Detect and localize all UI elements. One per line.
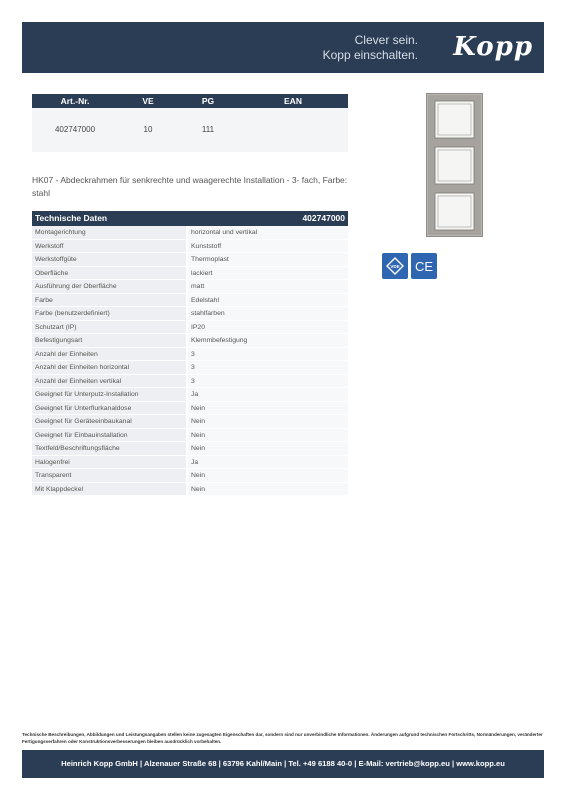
table-row (32, 402, 348, 416)
tech-data-value: 3 (188, 361, 348, 374)
tech-data-value: 3 (188, 375, 348, 388)
tech-data-key: Textfeld/Beschriftungsfläche (32, 442, 186, 455)
table-row (32, 240, 348, 254)
cell-ean (238, 108, 348, 152)
cell-ve: 10 (143, 125, 153, 134)
table-row (32, 108, 348, 152)
product-image (426, 93, 483, 237)
article-table-header (32, 94, 348, 108)
tech-data-value: Nein (188, 483, 348, 496)
table-row (32, 321, 348, 335)
tech-data-value: lackiert (188, 267, 348, 280)
tech-data-header (32, 211, 348, 226)
tech-data-key: Geeignet für Unterputz-Installation (32, 388, 186, 401)
table-row (32, 334, 348, 348)
col-header-ve: VE (142, 96, 154, 106)
ce-mark: CE (414, 259, 434, 274)
cell-pg: 111 (201, 125, 215, 134)
tech-data-value: matt (188, 280, 348, 293)
tech-data-value: Kunststoff (188, 240, 348, 253)
table-row (32, 226, 348, 240)
table-row (32, 442, 348, 456)
col-header-art-nr: Art.-Nr. (60, 96, 90, 106)
table-row (32, 456, 348, 470)
table-row (32, 253, 348, 267)
tech-data-value: stahlfarben (188, 307, 348, 320)
tech-data-value: Edelstahl (188, 294, 348, 307)
col-header-pg: PG (201, 96, 215, 106)
tech-data-key: Transparent (32, 469, 186, 482)
cell-art-nr: 402747000 (54, 125, 96, 134)
tech-data-title: Technische Daten (35, 213, 108, 223)
tech-data-key: Ausführung der Oberfläche (32, 280, 186, 293)
legal-footnote: Technische Beschreibungen, Abbildungen und Leistungsangaben stellen keine zugesagten Eigenschaften dar, sondern sind nur unverbindliche Informationen. Änderungen aufgrund technischen Fortschritts, Normänderungen, veränderter Fertigungsverfahren oder Konstruktionsverbesserungen bleiben ausdrücklich vorbehalten. (22, 732, 543, 744)
table-row (32, 348, 348, 362)
table-row (32, 280, 348, 294)
tech-data-key: Befestigungsart (32, 334, 186, 347)
tech-data-key: Anzahl der Einheiten horizontal (32, 361, 186, 374)
vde-mark: VDE (390, 264, 400, 269)
tech-data-value: 3 (188, 348, 348, 361)
kopp-logo: Kopp (453, 32, 533, 62)
tech-data-key: Werkstoffgüte (32, 253, 186, 266)
article-table (32, 94, 348, 152)
slogan-line-1: Clever sein. (354, 33, 418, 47)
tech-data-value: Nein (188, 415, 348, 428)
tech-data-key: Montagerichtung (32, 226, 186, 239)
tech-data-value: Thermoplast (188, 253, 348, 266)
tech-data-key: Geeignet für Geräteeinbaukanal (32, 415, 186, 428)
tech-data-key: Halogenfrei (32, 456, 186, 469)
product-description: HK07 - Abdeckrahmen für senkrechte und waagerechte Installation - 3- fach, Farbe: stahl (32, 175, 348, 198)
tech-data-value: Nein (188, 469, 348, 482)
table-row (32, 375, 348, 389)
tech-data-key: Farbe (32, 294, 186, 307)
tech-data-number: 402747000 (302, 213, 345, 223)
table-row (32, 388, 348, 402)
tech-data-key: Anzahl der Einheiten vertikal (32, 375, 186, 388)
vde-certification-icon (382, 253, 408, 279)
tech-data-key: Geeignet für Unterflurkanaldose (32, 402, 186, 415)
tech-data-value: Nein (188, 402, 348, 415)
footer-bar: Heinrich Kopp GmbH | Alzenauer Straße 68 | 63796 Kahl/Main | Tel. +49 6188 40-0 | E-Mail: vertrieb@kopp.eu | www.kopp.eu (22, 750, 544, 778)
table-row (32, 267, 348, 281)
tech-data-value: Ja (188, 456, 348, 469)
table-row (32, 429, 348, 443)
tech-data-value: Ja (188, 388, 348, 401)
slogan-line-2: Kopp einschalten. (322, 48, 418, 62)
table-row (32, 469, 348, 483)
tech-data-key: Geeignet für Einbauinstallation (32, 429, 186, 442)
ce-certification-icon (411, 253, 437, 279)
tech-data-value: horizontal und vertikal (188, 226, 348, 239)
header-bar (22, 22, 544, 73)
tech-data-table (32, 211, 348, 496)
tech-data-value: Klemmbefestigung (188, 334, 348, 347)
tech-data-key: Werkstoff (32, 240, 186, 253)
col-header-ean: EAN (284, 96, 302, 106)
tech-data-key: Farbe (benutzerdefiniert) (32, 307, 186, 320)
slogan (323, 33, 418, 63)
tech-data-key: Oberfläche (32, 267, 186, 280)
tech-data-value: IP20 (188, 321, 348, 334)
table-row (32, 307, 348, 321)
table-row (32, 415, 348, 429)
table-row (32, 361, 348, 375)
tech-data-key: Schutzart (IP) (32, 321, 186, 334)
tech-data-key: Anzahl der Einheiten (32, 348, 186, 361)
tech-data-value: Nein (188, 429, 348, 442)
tech-data-value: Nein (188, 442, 348, 455)
table-row (32, 294, 348, 308)
tech-data-key: Mit Klappdeckel (32, 483, 186, 496)
table-row (32, 483, 348, 497)
